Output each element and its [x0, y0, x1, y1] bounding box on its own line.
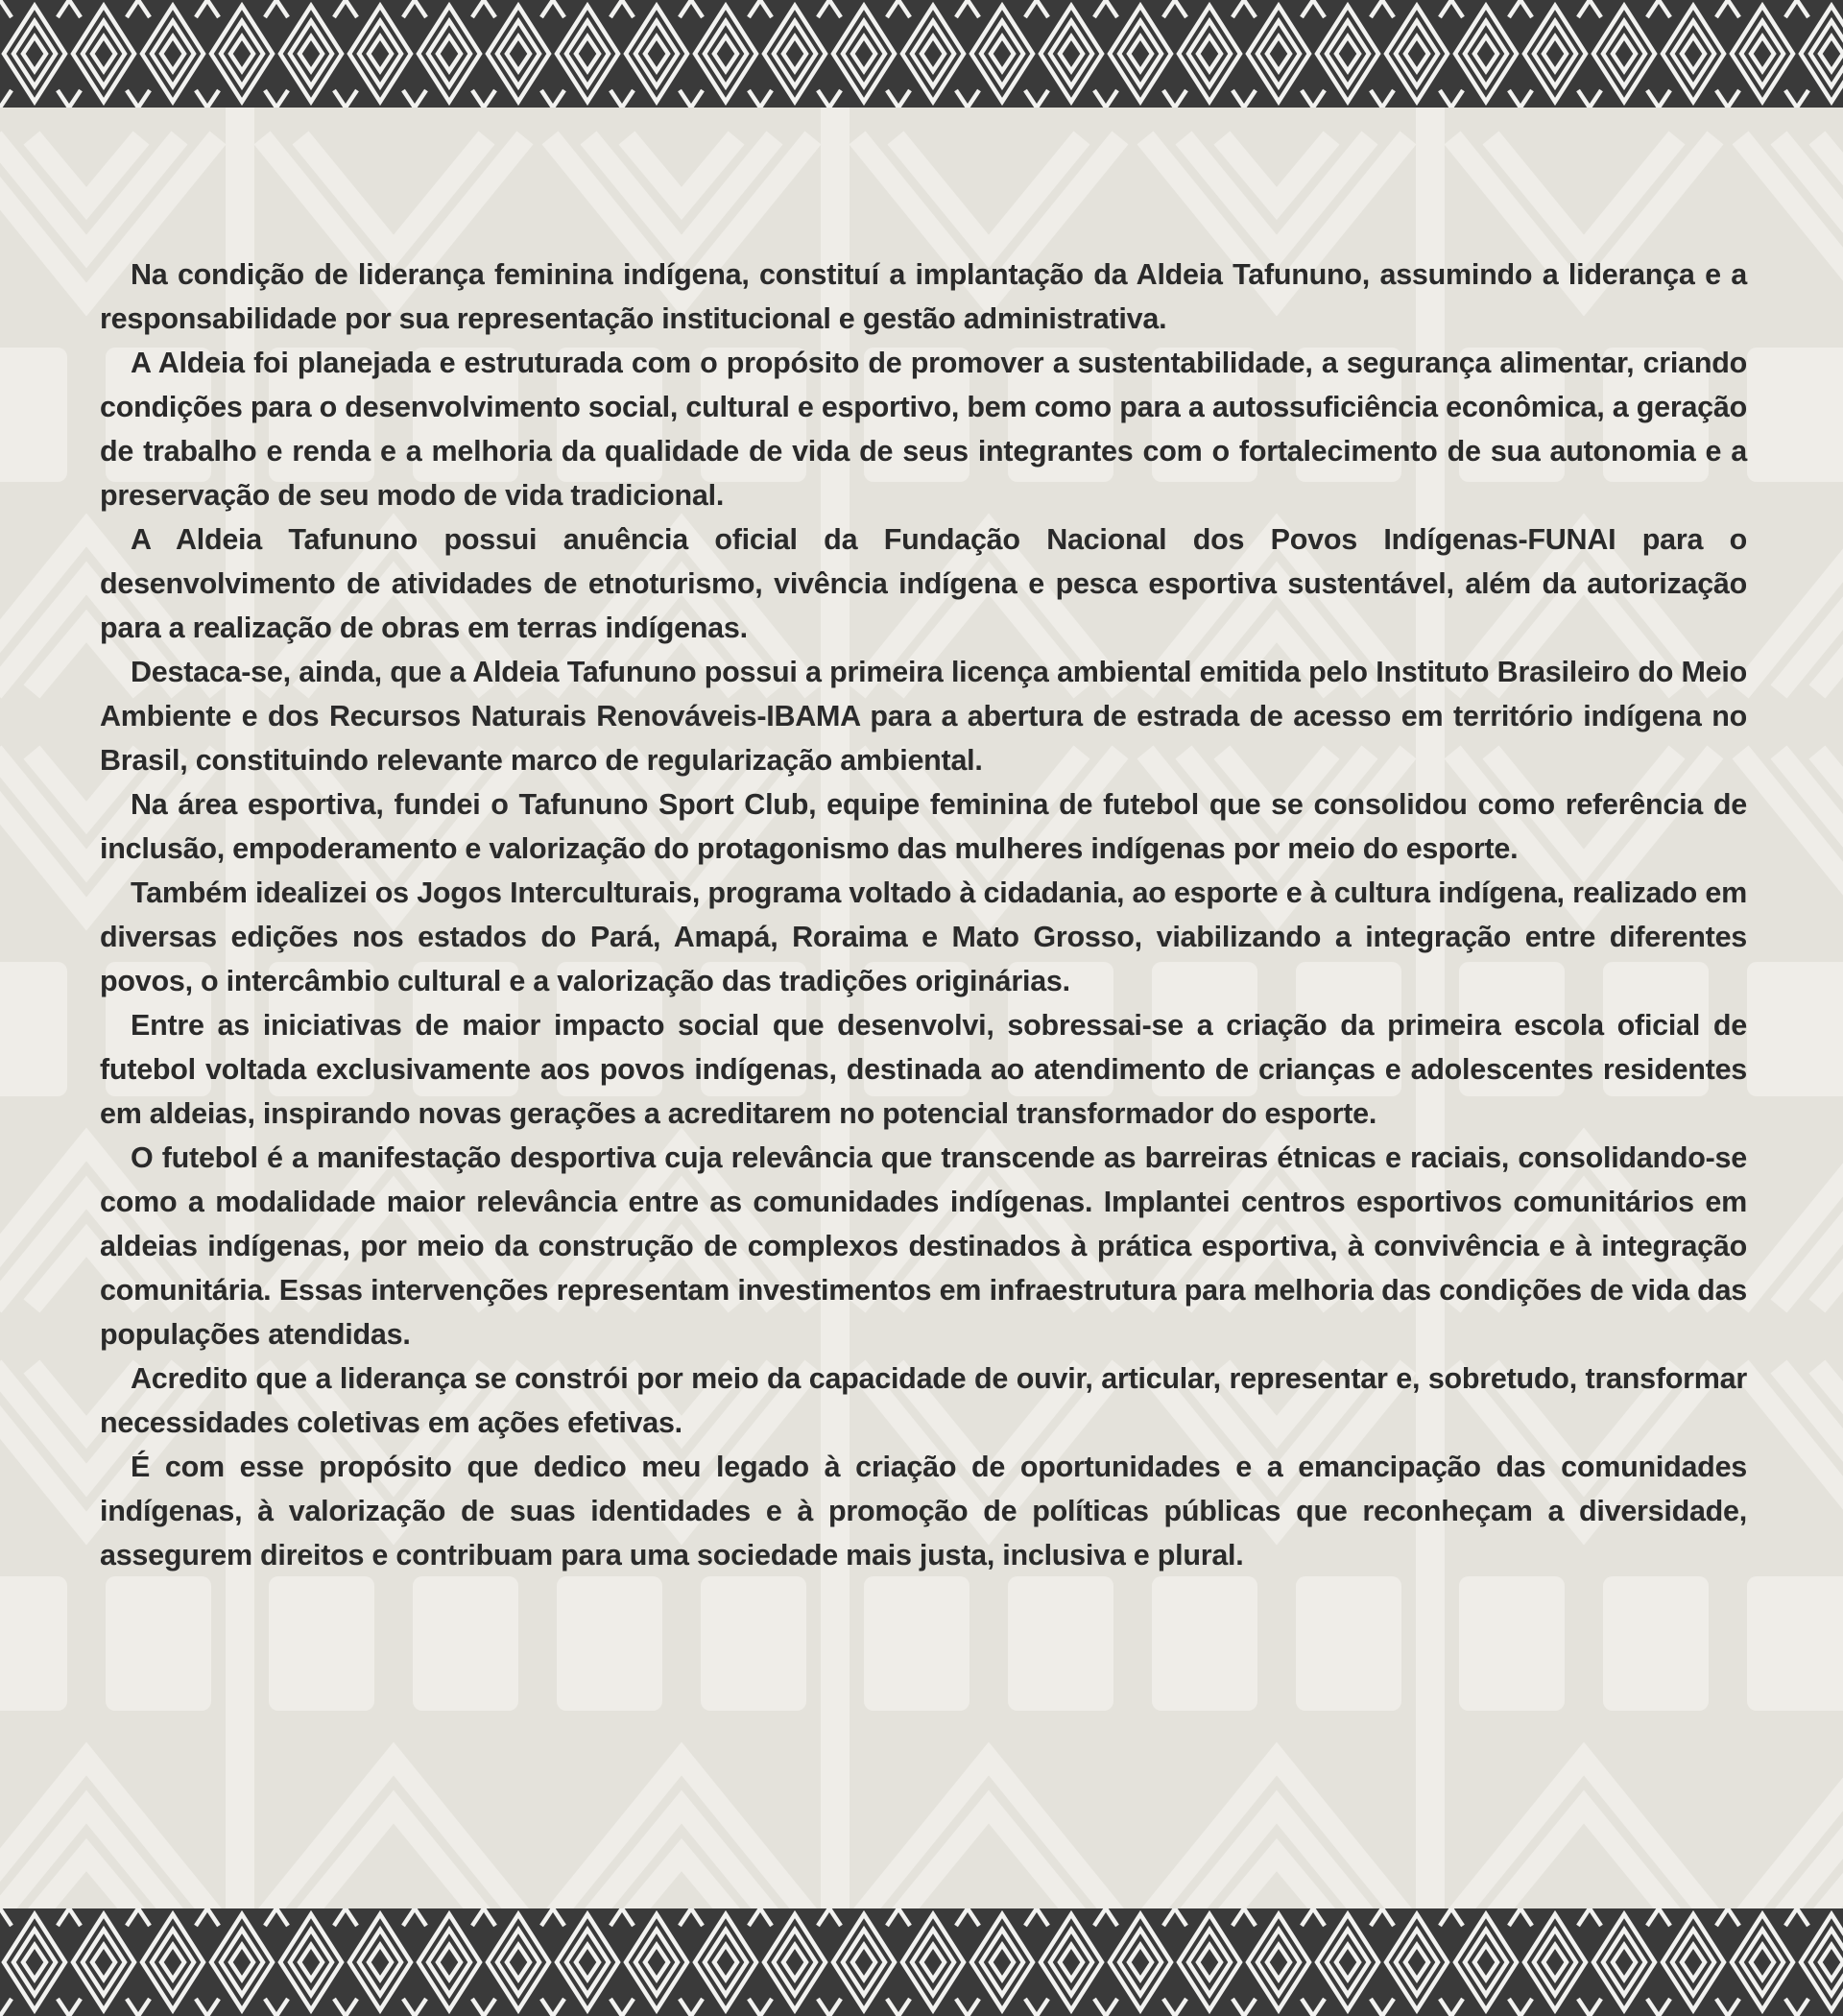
paragraph-3: A Aldeia Tafununo possui anuência oficial da Fundação Nacional dos Povos Indígenas-FUNAI para o desenvolvimento de atividades de etnoturismo, vivência indígena e pesca esportiva sustentável, além da autorização para a realização de obras em terras indígenas. — [100, 523, 1747, 644]
geometric-border-icon — [0, 0, 1843, 108]
paragraph-6: Também idealizei os Jogos Interculturais, programa voltado à cidadania, ao esporte e à cultura indígena, realizado em diversas edições nos estados do Pará, Amapá, Roraima e Mato Grosso, viabilizando a integração entre diferentes povos, o intercâmbio cultural e a valorização das tradições originárias. — [100, 876, 1747, 997]
paragraph-9: Acredito que a liderança se constrói por meio da capacidade de ouvir, articular, representar e, sobretudo, transformar necessidades coletivas em ações efetivas. — [100, 1362, 1747, 1439]
paragraph-10: É com esse propósito que dedico meu legado à criação de oportunidades e a emancipação das comunidades indígenas, à valorização de suas identidades e à promoção de políticas públicas que reconheçam a diversidade, assegurem direitos e contribuam para uma sociedade mais justa, inclusiva e plural. — [100, 1451, 1747, 1572]
paragraph-8: O futebol é a manifestação desportiva cuja relevância que transcende as barreiras étnicas e raciais, consolidando-se como a modalidade maior relevância entre as comunidades indígenas. Implantei centros esportivos comunitários em aldeias indígenas, por meio da construção de complexos destinados à prática esportiva, à convivência e à integração comunitária. Essas intervenções representam investimentos em infraestrutura para melhoria das condições de vida das populações atendidas. — [100, 1141, 1747, 1351]
paragraph-7: Entre as iniciativas de maior impacto social que desenvolvi, sobressai-se a criação da primeira escola oficial de futebol voltada exclusivamente aos povos indígenas, destinada ao atendimento de crianças e adolescentes residentes em aldeias, inspirando novas gerações a acreditarem no potencial transformador do esporte. — [100, 1009, 1747, 1130]
paragraph-5: Na área esportiva, fundei o Tafununo Sport Club, equipe feminina de futebol que se consolidou como referência de inclusão, empoderamento e valorização do protagonismo das mulheres indígenas por meio do esporte. — [100, 788, 1747, 865]
geometric-border-icon — [0, 1908, 1843, 2016]
paragraph-4: Destaca-se, ainda, que a Aldeia Tafununo possui a primeira licença ambiental emitida pelo Instituto Brasileiro do Meio Ambiente e dos Recursos Naturais Renováveis-IBAMA para a abertura de estrada de acesso em território indígena no Brasil, constituindo relevante marco de regularização ambiental. — [100, 656, 1747, 777]
paragraph-2: A Aldeia foi planejada e estruturada com o propósito de promover a sustentabilidade, a segurança alimentar, criando condições para o desenvolvimento social, cultural e esportivo, bem como para a autossuficiência econômica, a geração de trabalho e renda e a melhoria da qualidade de vida de seus integrantes com o fortalecimento de sua autonomia e a preservação de seu modo de vida tradicional. — [100, 347, 1747, 512]
paragraph-1: Na condição de liderança feminina indígena, constituí a implantação da Aldeia Tafununo, assumindo a liderança e a responsabilidade por sua representação institucional e gestão administrativa. — [100, 258, 1747, 335]
document-body — [100, 252, 1747, 1577]
bottom-decorative-border — [0, 1908, 1843, 2016]
top-decorative-border — [0, 0, 1843, 108]
